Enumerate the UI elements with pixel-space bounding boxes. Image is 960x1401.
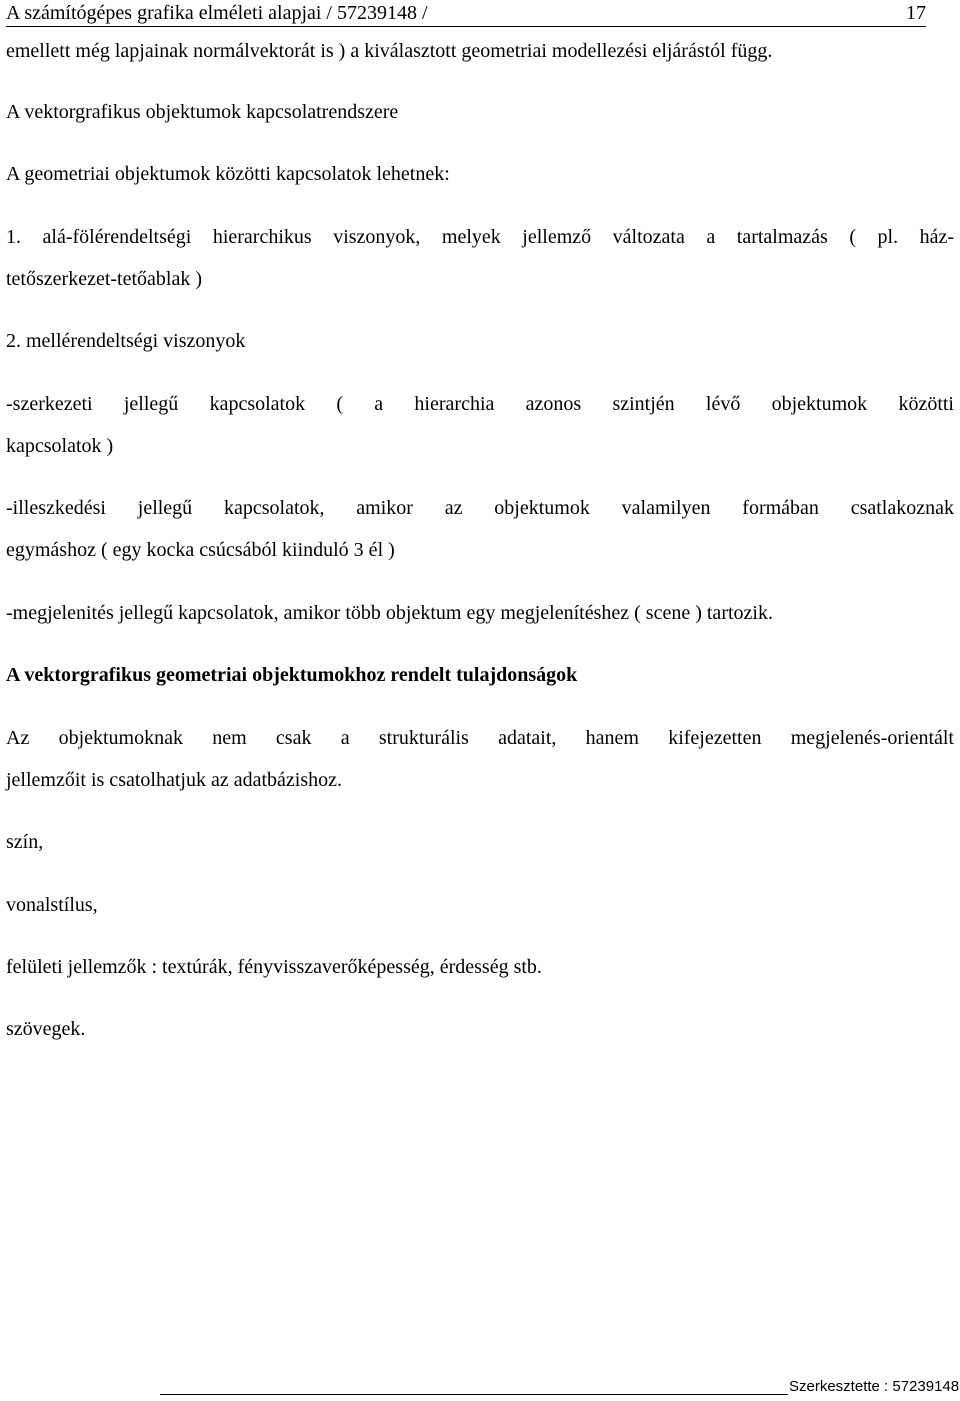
paragraph-line: kapcsolatok ) [6, 435, 114, 457]
paragraph-line: -illeszkedési jellegű kapcsolatok, amikor az objektumok valamilyen formában csatlakoznak [6, 497, 954, 519]
section-heading: A vektorgrafikus objektumok kapcsolatrendszere [6, 101, 399, 123]
section-heading: A vektorgrafikus geometriai objektumokhoz rendelt tulajdonságok [6, 664, 578, 686]
list-item: szín, [6, 831, 44, 853]
text-line: A geometriai objektumok közötti kapcsolatok lehetnek: [6, 163, 450, 185]
list-item: felületi jellemzők : textúrák, fényvisszaverőképesség, érdesség stb. [6, 956, 542, 978]
footer-credit-text: Szerkesztette : 57239148 [789, 1378, 960, 1395]
text-line: emellett még lapjainak normálvektorát is ) a kiválasztott geometriai modellezési eljárástól függ. [6, 40, 773, 62]
paragraph-line: jellemzőit is csatolhatjuk az adatbázishoz. [6, 769, 342, 791]
page-header [6, 2, 926, 27]
paragraph-line: Az objektumoknak nem csak a strukturális adatait, hanem kifejezetten megjelenés-orientált [6, 727, 954, 749]
paragraph-line: -megjelenités jellegű kapcsolatok, amikor több objektum egy megjelenítéshez ( scene ) tartozik. [6, 602, 773, 624]
list-item-2: 2. mellérendeltségi viszonyok [6, 330, 246, 352]
paragraph-line: egymáshoz ( egy kocka csúcsából kiinduló 3 él ) [6, 539, 395, 561]
page-number: 17 [906, 2, 926, 24]
footer-rule [160, 1394, 788, 1395]
paragraph-line: -szerkezeti jellegű kapcsolatok ( a hierarchia azonos szintjén lévő objektumok közötti [6, 393, 954, 415]
document-title: A számítógépes grafika elméleti alapjai / 57239148 / [6, 2, 428, 24]
list-item: vonalstílus, [6, 894, 98, 916]
footer-credit [789, 1378, 959, 1395]
list-item-1-line2: tetőszerkezet-tetőablak ) [6, 268, 202, 290]
list-item: szövegek. [6, 1018, 86, 1040]
list-item-1-line1: 1. alá-fölérendeltségi hierarchikus viszonyok, melyek jellemző változata a tartalmazás ( pl. ház- [6, 226, 954, 248]
page-footer [0, 1374, 960, 1398]
